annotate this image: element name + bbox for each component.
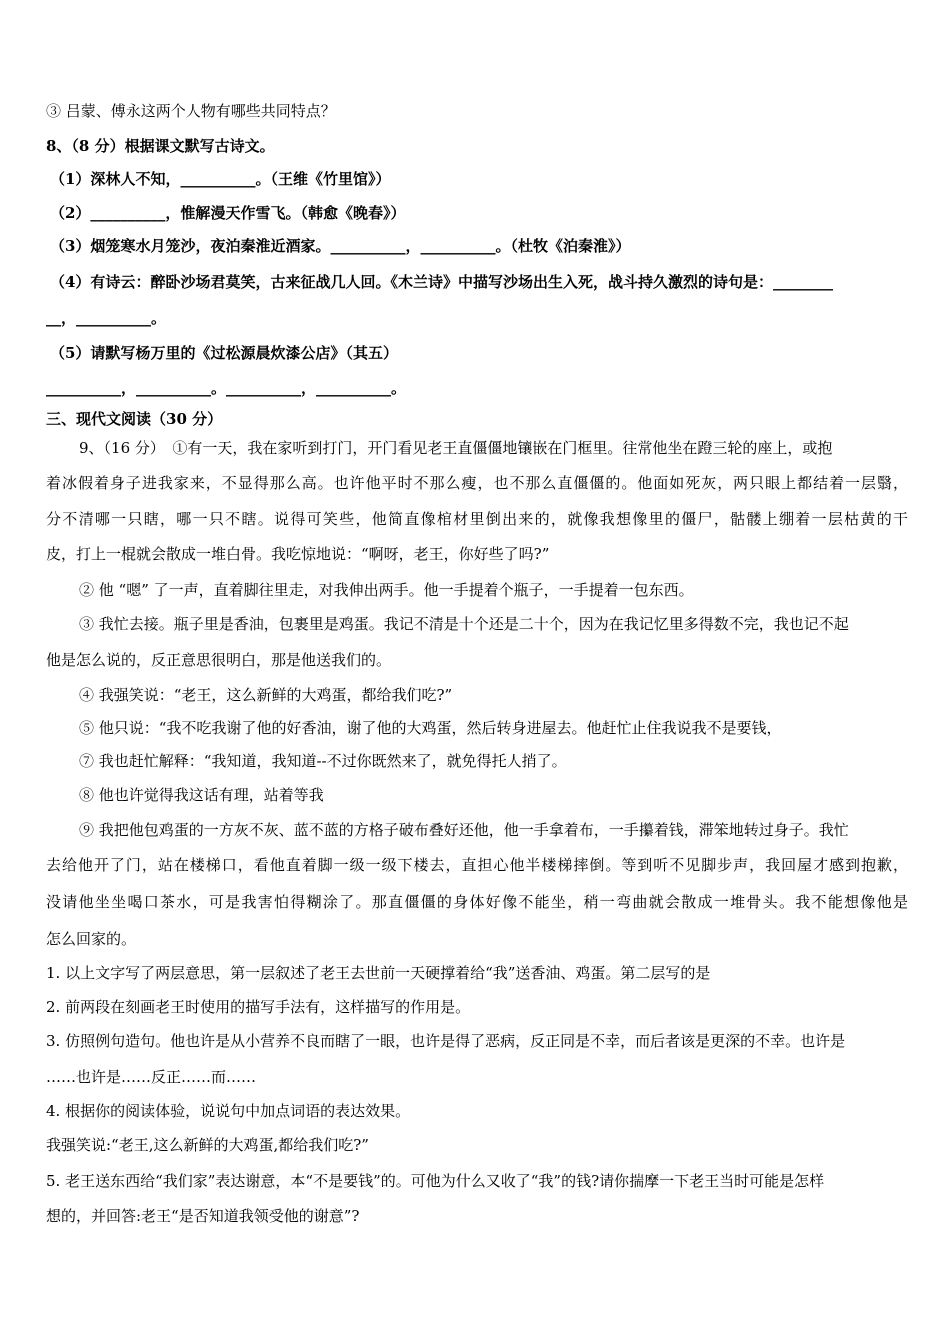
passage-para-5: ⑤ 他只说：“我不吃我谢了他的好香油，谢了他的大鸡蛋，然后转身进屋去。他赶忙止住我说我不是要钱， <box>79 719 782 737</box>
passage-para-3-line-2: 他是怎么说的，反正意思很明白，那是他送我们的。 <box>46 651 392 669</box>
question-8-item-4: （4）有诗云：醉卧沙场君莫笑，古来征战几人回。《木兰诗》中描写沙场出生入死，战斗持久激烈的诗句是：________ <box>50 273 833 291</box>
passage-para-2: ② 他 “嗯” 了一声，直着脚往里走，对我伸出两手。他一手提着个瓶子，一手提着一包东西。 <box>79 581 694 599</box>
passage-para-1-line-2: 着冰假着身子进我家来，不显得那么高。也许他平时不那么瘦，也不那么直僵僵的。他面如死灰，两只眼上都结着一层翳， <box>46 474 908 492</box>
passage-para-9-line-1: ⑨ 我把他包鸡蛋的一方灰不灰、蓝不蓝的方格子破布叠好还他，他一手拿着布，一手攥着钱，滞笨地转过身子。我忙 <box>79 821 849 839</box>
sub-question-5-cont: 想的，并回答:老王“是否知道我领受他的谢意”? <box>46 1207 360 1225</box>
passage-para-8: ⑧ 他也许觉得我这话有理，站着等我 <box>79 786 324 804</box>
passage-para-1-line-3: 分不清哪一只瞎，哪一只不瞎。说得可笑些，他简直像棺材里倒出来的，就像我想像里的僵尸，骷髅上绷着一层枯黄的干 <box>46 510 908 528</box>
question-7-sub-3: ③ 吕蒙、傅永这两个人物有哪些共同特点？ <box>46 102 336 120</box>
sub-question-5: 5. 老王送东西给“我们家”表达谢意，本“不是要钱”的。可他为什么又收了“我”的钱?请你揣摩一下老王当时可能是怎样 <box>46 1172 825 1190</box>
passage-para-7: ⑦ 我也赶忙解释：“我知道，我知道--不过你既然来了，就免得托人捎了。 <box>79 752 567 770</box>
question-8-item-3: （3）烟笼寒水月笼沙，夜泊秦淮近酒家。__________，__________。（杜牧《泊秦淮》） <box>50 237 631 255</box>
section-3-heading: 三、现代文阅读（30 分） <box>46 410 223 428</box>
sub-question-3: 3. 仿照例句造句。他也许是从小营养不良而瞎了一眼，也许是得了恶病，反正同是不幸，而后者该是更深的不幸。也许是 <box>46 1032 846 1050</box>
passage-para-9-line-2: 去给他开了门，站在楼梯口，看他直着脚一级一级下楼去，直担心他半楼梯摔倒。等到听不见脚步声，我回屋才感到抱歉， <box>46 856 908 874</box>
question-8-item-4-cont: __，__________。 <box>46 309 167 327</box>
question-8-item-5-blanks: __________，__________。__________，__________。 <box>46 379 407 397</box>
sub-question-4: 4. 根据你的阅读体验，说说句中加点词语的表达效果。 <box>46 1102 411 1120</box>
passage-para-9-line-3: 没请他坐坐喝口茶水，可是我害怕得糊涂了。那直僵僵的身体好像不能坐，稍一弯曲就会散成一堆骨头。我不能想像他是 <box>46 893 908 911</box>
sub-question-3-cont: ……也许是……反正……而…… <box>46 1068 257 1086</box>
passage-para-9-line-4: 怎么回家的。 <box>46 930 137 948</box>
question-8-item-5: （5）请默写杨万里的《过松源晨炊漆公店》（其五） <box>50 344 398 362</box>
sub-question-4-quote: 我强笑说:“老王,这么新鲜的大鸡蛋,都给我们吃?” <box>46 1136 369 1154</box>
passage-para-4: ④ 我强笑说：“老王，这么新鲜的大鸡蛋，都给我们吃?” <box>79 686 453 704</box>
question-8-item-2: （2）__________，惟解漫天作雪飞。（韩愈《晚春》） <box>50 204 406 222</box>
passage-para-3-line-1: ③ 我忙去接。瓶子里是香油，包裹里是鸡蛋。我记不清是十个还是二十个，因为在我记忆里多得数不完，我也记不起 <box>79 615 849 633</box>
question-8-heading: 8、（8 分）根据课文默写古诗文。 <box>46 137 275 155</box>
question-8-item-1: （1）深林人不知，__________。（王维《竹里馆》） <box>50 170 391 188</box>
passage-para-1-line-1: 9、（16 分） ①有一天，我在家听到打门，开门看见老王直僵僵地镶嵌在门框里。往常他坐在蹬三轮的座上，或抱 <box>79 439 833 457</box>
sub-question-2: 2. 前两段在刻画老王时使用的描写手法有，这样描写的作用是。 <box>46 998 471 1016</box>
sub-question-1: 1. 以上文字写了两层意思，第一层叙述了老王去世前一天硬撑着给“我”送香油、鸡蛋。第二层写的是 <box>46 964 711 982</box>
passage-para-1-line-4: 皮，打上一棍就会散成一堆白骨。我吃惊地说：“啊呀，老王，你好些了吗?” <box>46 545 550 563</box>
